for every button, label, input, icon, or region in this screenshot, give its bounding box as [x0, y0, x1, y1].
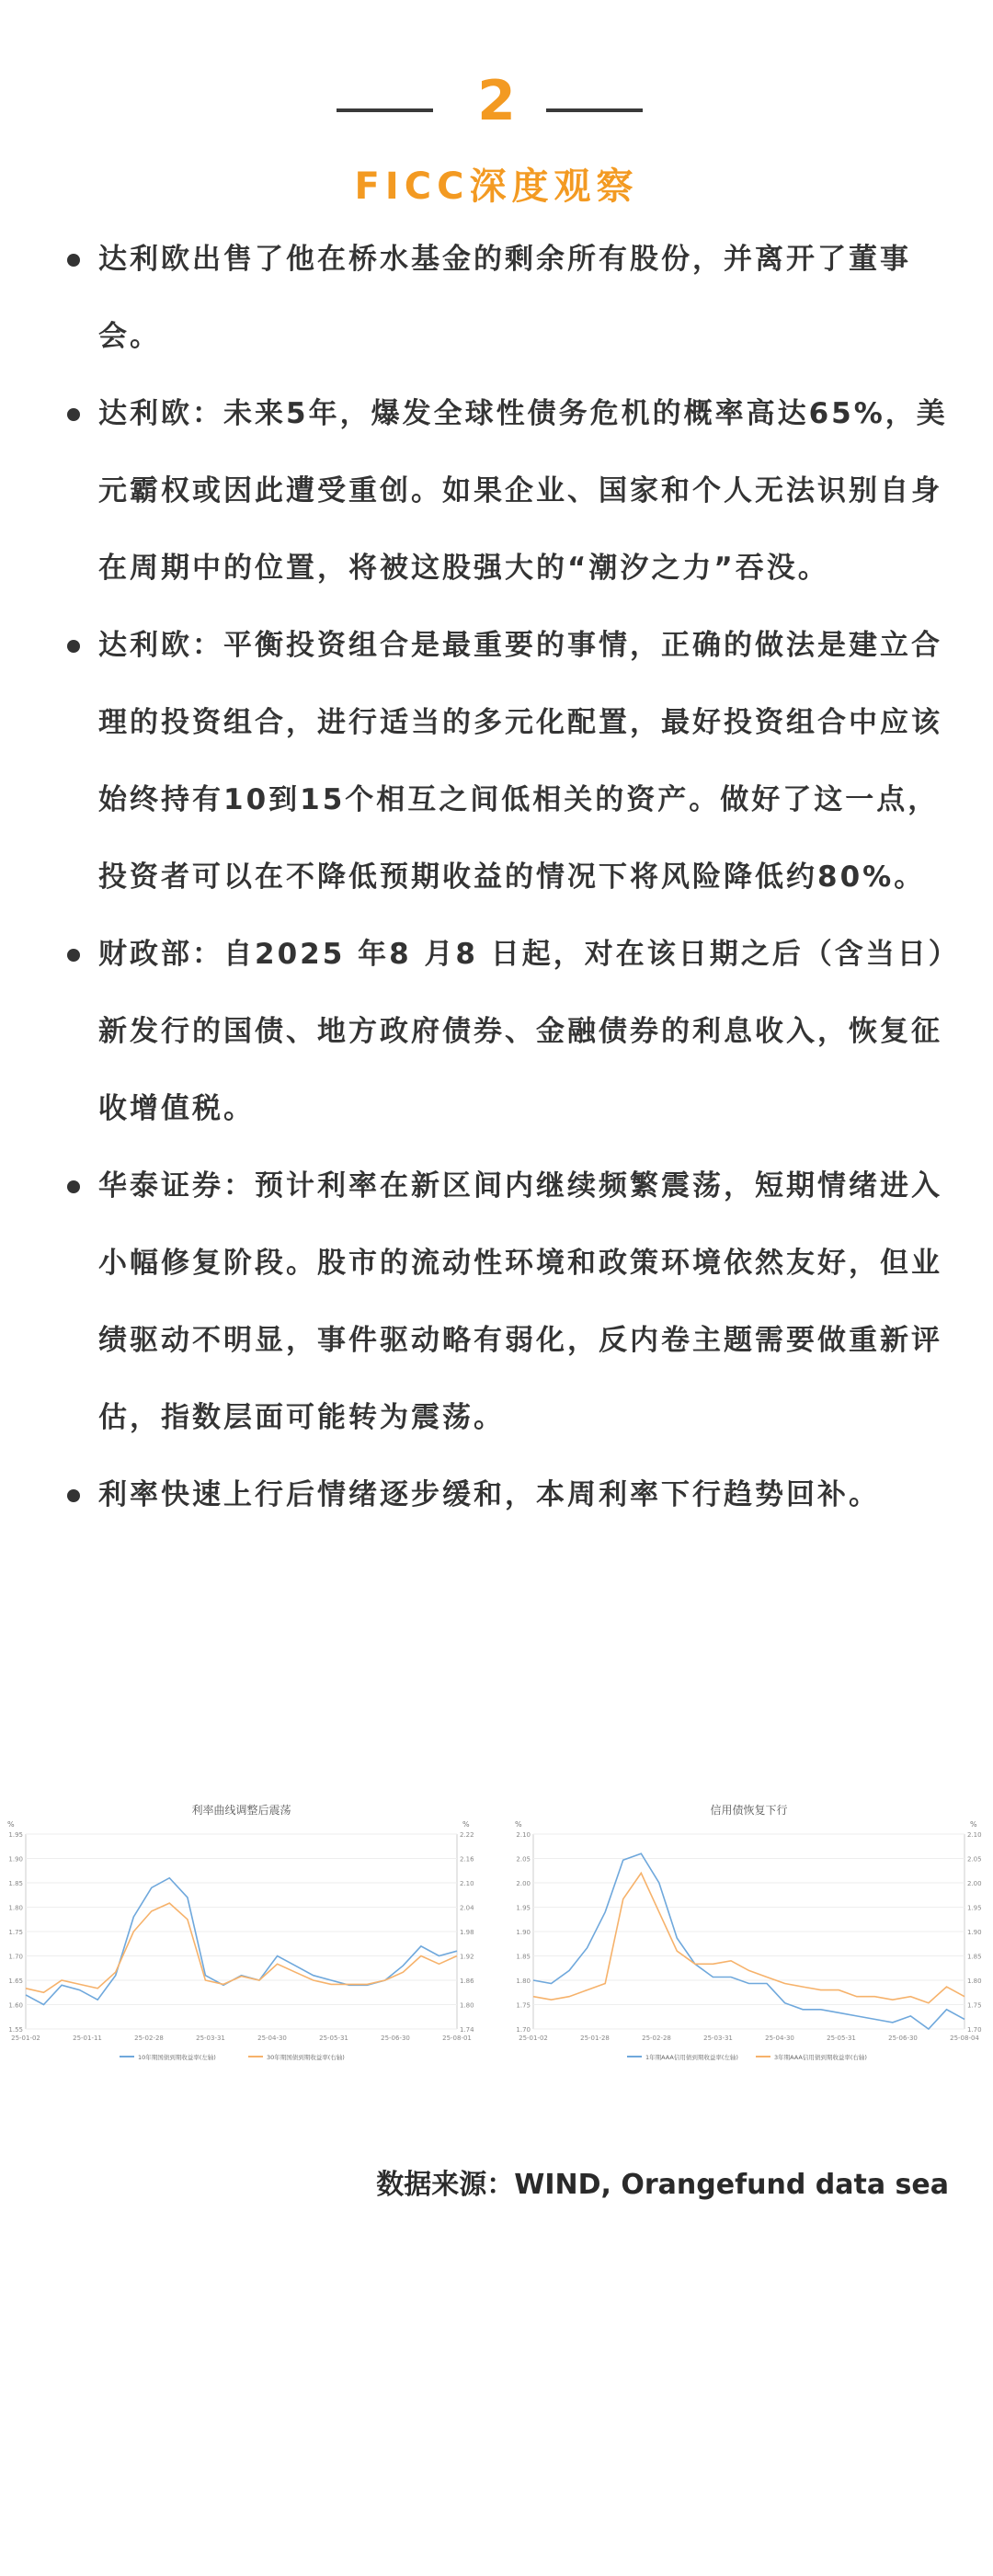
y-right-tick-label: 2.04 — [460, 1904, 474, 1912]
y-right-tick-label: 1.74 — [460, 2026, 474, 2034]
bullet-item — [0, 1147, 993, 1456]
y-right-tick-label: 1.80 — [460, 2001, 474, 2010]
bullet-text: 华泰证券：预计利率在新区间内继续频繁震荡，短期情绪进入小幅修复阶段。股市的流动性环境和政策环境依然友好，但业绩驱动不明显，事件驱动略有弱化，反内卷主题需要做重新评估，指数层面可能转为震荡。 — [98, 1169, 942, 1434]
y-right-unit: % — [462, 1820, 470, 1829]
x-tick-label: 25-06-30 — [381, 2035, 410, 2042]
y-left-tick-label: 1.95 — [8, 1831, 23, 1839]
credit-bond-chart — [508, 1788, 990, 2110]
legend-label: 30年期国债到期收益率(右轴) — [267, 2054, 345, 2061]
x-tick-label: 25-08-01 — [442, 2035, 472, 2042]
x-tick-label: 25-03-31 — [196, 2035, 225, 2042]
legend-label: 1年期AAA信用债到期收益率(左轴) — [645, 2054, 738, 2061]
x-tick-label: 25-04-30 — [765, 2035, 794, 2042]
chart-title: 利率曲线调整后震荡 — [191, 1804, 291, 1817]
y-left-tick-label: 1.80 — [516, 1978, 531, 1985]
x-tick-label: 25-01-02 — [519, 2035, 548, 2042]
x-tick-label: 25-01-02 — [11, 2035, 40, 2042]
bullet-text: 达利欧：未来5年，爆发全球性债务危机的概率高达65%，美元霸权或因此遭受重创。如果企业、国家和个人无法识别自身在周期中的位置，将被这股强大的“潮汐之力”吞没。 — [98, 397, 948, 585]
rate-curve-chart — [0, 1788, 483, 2110]
y-left-tick-label: 1.90 — [516, 1929, 531, 1936]
x-tick-label: 25-05-31 — [319, 2035, 348, 2042]
x-tick-label: 25-03-31 — [703, 2035, 733, 2042]
y-left-unit: % — [7, 1820, 15, 1829]
y-left-tick-label: 1.70 — [8, 1953, 23, 1961]
y-right-tick-label: 1.98 — [460, 1929, 474, 1936]
y-left-tick-label: 1.75 — [8, 1929, 23, 1936]
section-number: 2 — [477, 69, 516, 133]
y-left-tick-label: 1.95 — [516, 1904, 531, 1912]
bullet-dot-icon — [67, 640, 80, 653]
y-left-tick-label: 1.60 — [8, 2001, 23, 2010]
bullet-dot-icon — [67, 408, 80, 421]
bullet-text: 财政部：自2025 年8 月8 日起，对在该日期之后（含当日）新发行的国债、地方政府债券、金融债券的利息收入，恢复征收增值税。 — [98, 938, 960, 1125]
bullet-item — [0, 375, 993, 607]
y-left-tick-label: 2.00 — [516, 1880, 531, 1887]
legend-label: 10年期国债到期收益率(左轴) — [138, 2054, 216, 2061]
bullet-item — [0, 607, 993, 916]
y-right-tick-label: 1.95 — [967, 1904, 982, 1912]
bullet-dot-icon — [67, 1489, 80, 1502]
credit-bond-chart-svg — [508, 1788, 990, 2110]
y-left-tick-label: 1.70 — [516, 2026, 531, 2034]
y-left-tick-label: 2.05 — [516, 1855, 531, 1864]
y-right-tick-label: 2.10 — [967, 1831, 982, 1839]
y-left-tick-label: 1.75 — [516, 2001, 531, 2010]
legend-label: 3年期AAA信用债到期收益率(右轴) — [774, 2054, 867, 2061]
bullet-dot-icon — [67, 949, 80, 962]
y-left-unit: % — [515, 1820, 522, 1829]
y-left-tick-label: 1.85 — [516, 1953, 531, 1961]
header-left-rule — [337, 108, 433, 112]
y-left-tick-label: 2.10 — [516, 1831, 531, 1839]
y-right-tick-label: 1.92 — [460, 1953, 474, 1961]
y-right-unit: % — [970, 1820, 977, 1829]
bullet-dot-icon — [67, 1180, 80, 1193]
y-right-tick-label: 1.75 — [967, 2001, 982, 2010]
series-line — [26, 1903, 457, 1992]
series-line — [26, 1878, 457, 2005]
bullet-text: 达利欧出售了他在桥水基金的剩余所有股份，并离开了董事会。 — [98, 243, 911, 353]
chart-title: 信用债恢复下行 — [710, 1804, 788, 1817]
y-left-tick-label: 1.85 — [8, 1880, 23, 1887]
x-tick-label: 25-02-28 — [642, 2035, 671, 2042]
y-right-tick-label: 2.10 — [460, 1880, 474, 1887]
section-title: FICC深度观察 — [354, 165, 639, 208]
x-tick-label: 25-02-28 — [134, 2035, 164, 2042]
bullet-dot-icon — [67, 254, 80, 267]
y-right-tick-label: 2.05 — [967, 1855, 982, 1864]
bullet-item — [0, 916, 993, 1147]
x-tick-label: 25-04-30 — [257, 2035, 287, 2042]
y-left-tick-label: 1.65 — [8, 1978, 23, 1985]
y-right-tick-label: 1.86 — [460, 1978, 474, 1985]
series-line — [533, 1853, 964, 2029]
y-right-tick-label: 2.16 — [460, 1855, 474, 1864]
charts-row — [0, 1788, 993, 2128]
bullet-text: 利率快速上行后情绪逐步缓和，本周利率下行趋势回补。 — [98, 1478, 880, 1511]
x-tick-label: 25-01-28 — [580, 2035, 610, 2042]
x-tick-label: 25-08-04 — [950, 2035, 979, 2042]
bullet-item — [0, 1456, 993, 1533]
y-right-tick-label: 1.85 — [967, 1953, 982, 1961]
y-right-tick-label: 2.00 — [967, 1880, 982, 1887]
section-header — [0, 64, 993, 138]
x-tick-label: 25-06-30 — [888, 2035, 918, 2042]
y-left-tick-label: 1.80 — [8, 1904, 23, 1912]
x-tick-label: 25-01-11 — [73, 2035, 102, 2042]
data-source-note: 数据来源：WIND, Orangefund data sea — [376, 2169, 949, 2201]
bullet-item — [0, 221, 993, 375]
rate-curve-chart-svg — [0, 1788, 483, 2110]
y-right-tick-label: 1.80 — [967, 1978, 982, 1985]
x-tick-label: 25-05-31 — [827, 2035, 856, 2042]
y-left-tick-label: 1.55 — [8, 2026, 23, 2034]
header-right-rule — [546, 108, 643, 112]
bullet-list — [0, 221, 993, 1533]
y-right-tick-label: 2.22 — [460, 1831, 474, 1839]
bullet-text: 达利欧：平衡投资组合是最重要的事情，正确的做法是建立合理的投资组合，进行适当的多元化配置，最好投资组合中应该始终持有10到15个相互之间低相关的资产。做好了这一点，投资者可以在不降低预期收益的情况下将风险降低约80%。 — [98, 629, 942, 894]
y-left-tick-label: 1.90 — [8, 1855, 23, 1864]
y-right-tick-label: 1.90 — [967, 1929, 982, 1936]
y-right-tick-label: 1.70 — [967, 2026, 982, 2034]
